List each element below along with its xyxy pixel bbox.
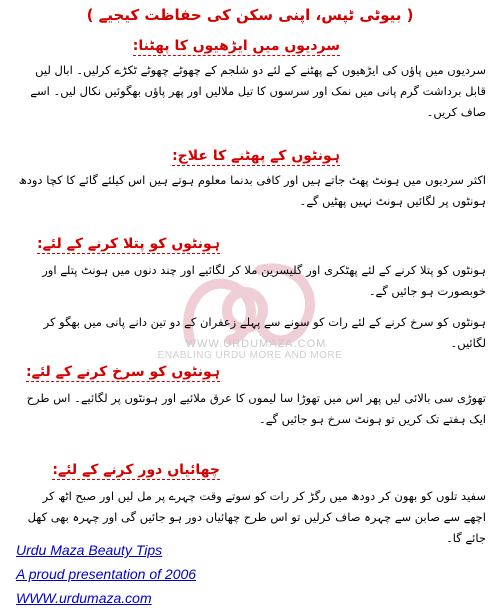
heading-freckles: چھائیاں دور کرنے کے لئے: <box>52 462 220 478</box>
heading-chapped-lips: ہونٹوں کے پھٹنے کا علاج: <box>172 148 340 164</box>
footer-link-title[interactable]: Urdu Maza Beauty Tips <box>16 542 163 558</box>
paragraph-saffron-lips: ہونٹوں کو سرخ کرنے کے لئے رات کو سونے سے پہلے زعفران کے دو تین دانے پانی میں بھگو کر لگائیں۔ <box>43 315 486 350</box>
heading-cracked-heels: سردیوں میں ایڑھیوں کا پھٹنا: <box>132 38 340 54</box>
page-title: ( بیوٹی ٹپس، اپنی سکن کی حفاظت کیجیے ) <box>86 6 414 24</box>
heading-thin-lips: ہونٹوں کو پتلا کرنے کے لئے: <box>37 236 220 252</box>
footer-link-presentation[interactable]: A proud presentation of 2006 <box>16 566 197 582</box>
paragraph-chapped-lips: اکثر سردیوں میں ہونٹ پھٹ جاتے ہیں اور کافی بدنما معلوم ہوتے ہیں اس کیلئے گائے کا کچا دودھ ہونٹوں پر لگائیں ہونٹ نہیں پھٹیں گے۔ <box>18 173 486 208</box>
paragraph-red-lips: تھوڑی سی بالائی لیں پھر اس میں تھوڑا سا لیموں کا عرق ملائیے اور ہونٹوں پر لگائیے۔ اس طرح ایک ہفتے تک کریں تو ہونٹ سرخ ہو جائیں گے۔ <box>26 391 486 426</box>
heading-red-lips: ہونٹوں کو سرخ کرنے کے لئے: <box>26 364 220 380</box>
paragraph-cracked-heels: سردیوں میں پاؤں کی ایڑھیوں کے پھٹنے کے لئے دو شلجم کے چھوٹے چھوٹے ٹکڑے کرلیں۔ ابال لیں قابل برداشت گرم پانی میں نمک اور سرسوں کا تیل ملالیں اور پھر پاؤں بھگوئیں نکال لیں۔ اسے صاف کریں۔ <box>30 63 486 119</box>
watermark-url: WWW.URDUMAZA.COM <box>185 338 327 350</box>
footer-link-website[interactable]: WWW.urdumaza.com <box>16 590 152 606</box>
paragraph-freckles: سفید تلوں کو بھون کر دودھ میں رگڑ کر رات کو سوتے وقت چہرے پر مل لیں اور صبح اٹھ کر اچھے سے صابن سے چہرہ صاف کرلیں تو اس طرح چھائیاں دور ہو جائیں گی اور چہرہ بھی کھل جائے گا۔ <box>27 489 486 545</box>
watermark-tagline: ENABLING URDU MORE AND MORE <box>157 350 343 361</box>
paragraph-thin-lips: ہونٹوں کو پتلا کرنے کے لئے پھٹکری اور گلیسرین ملا کر لگائیے اور چند دنوں میں ہونٹ پتلے اور خوبصورت ہو جائیں گے۔ <box>42 263 486 298</box>
